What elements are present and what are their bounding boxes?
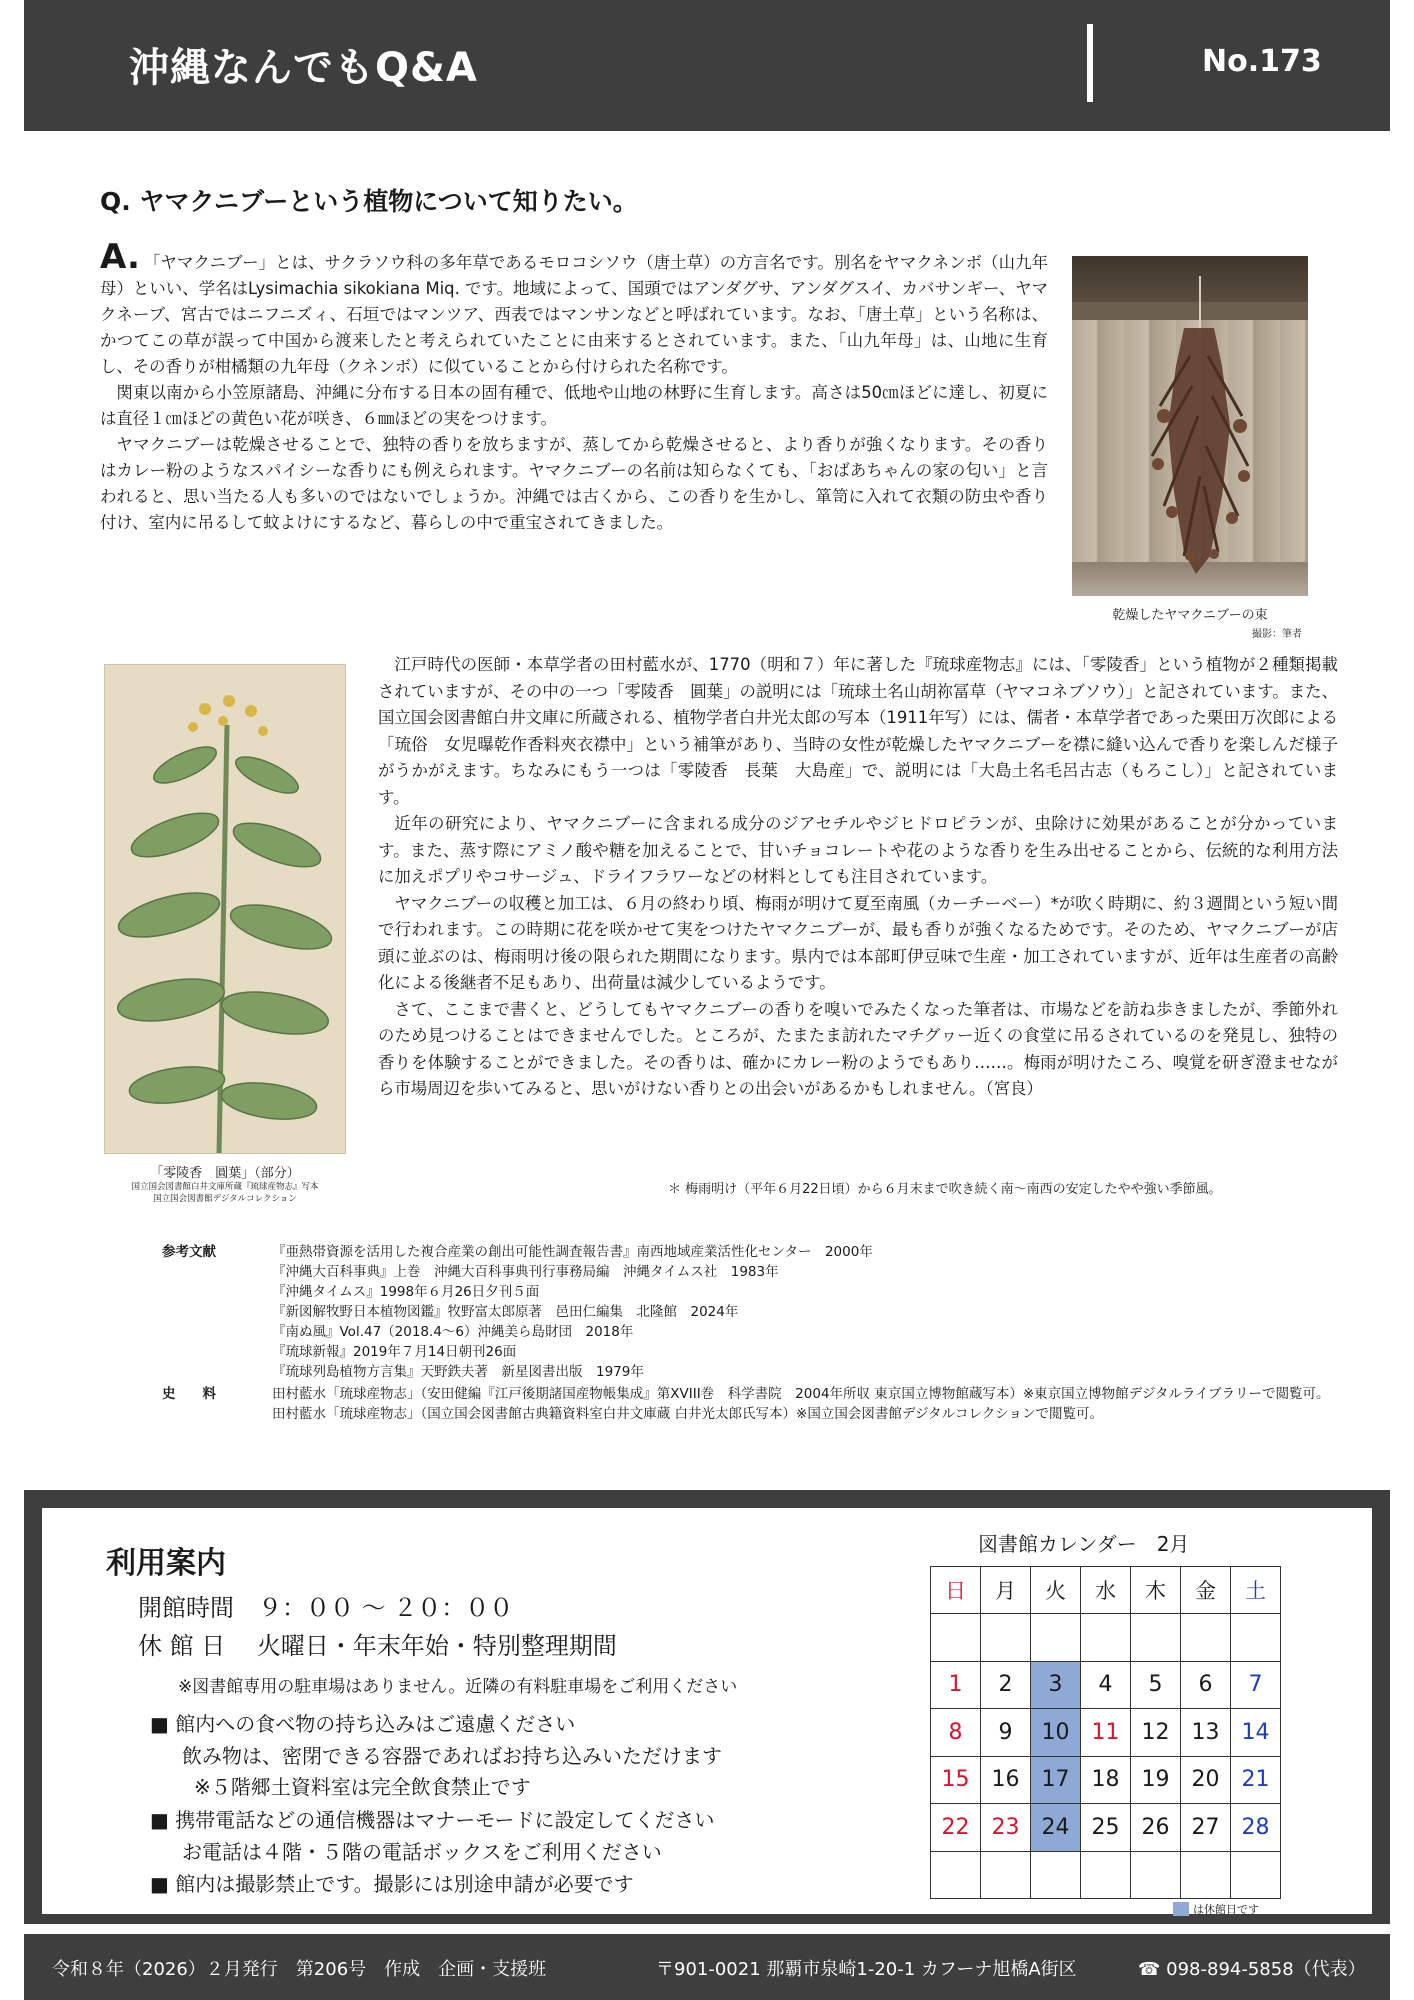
plant-source-line-1: 国立国会図書館白井文庫所蔵『琉球産物志』写本 xyxy=(131,1182,319,1192)
calendar-day: 2 xyxy=(981,1661,1031,1709)
calendar-day: 27 xyxy=(1181,1804,1231,1852)
calendar-day: 3 xyxy=(1031,1661,1081,1709)
calendar-day xyxy=(1231,1851,1281,1899)
historical-item: 田村藍水「琉球産物志」（安田健編『江戸後期諸国産物帳集成』第XVIII巻 科学書院 2004年所収 東京国立博物館蔵写本）※東京国立博物館デジタルライブラリーで閲覧可。 xyxy=(272,1386,1330,1402)
answer-paragraph-3: ヤマクニブーは乾燥させることで、独特の香りを放ちますが、蒸してから乾燥させると、より香りが強くなります。その香りはカレー粉のようなスパイシーな香りにも例えられます。ヤマクニブーの名前は知らなくても、「おばあちゃんの家の匂い」と言われると、思い当たる人も多いのではないでしょうか。沖縄では古くから、この香りを生かし、箪笥に入れて衣類の防虫や香り付け、室内に吊るして蚊よけにするなど、暮らしの中で重宝されてきました。 xyxy=(100,435,1048,532)
legend-text: は休館日です xyxy=(1193,1903,1259,1916)
calendar-day xyxy=(1231,1614,1281,1662)
answer-paragraph-6: ヤマクニブーの収穫と加工は、６月の終わり頃、梅雨が明けて夏至南風（カーチーベー）*が吹く時期に、約３週間という短い間で行われます。この時期に花を咲かせて実をつけたヤマクニブーが、最も香りが強くなるためです。そのため、ヤマクニブーが店頭に並ぶのは、梅雨明け後の限られた期間になります。県内では本部町伊豆味で生産・加工されていますが、近年は生産者の高齢化による後継者不足もあり、出荷量は減少しているようです。 xyxy=(378,893,1338,992)
rule-food: ■ 館内への食べ物の持ち込みはご遠慮ください xyxy=(150,1712,576,1736)
reference-item: 『新図解牧野日本植物図鑑』牧野富太郎原著 邑田仁編集 北隆館 2024年 xyxy=(272,1304,739,1320)
calendar-day: 10 xyxy=(1031,1709,1081,1757)
footer-bar xyxy=(24,1934,1390,2000)
weekday-header: 火 xyxy=(1031,1567,1081,1614)
footer-phone: ☎ 098-894-5858（代表） xyxy=(1138,1959,1366,1980)
calendar-day: 24 xyxy=(1031,1804,1081,1852)
historical-list xyxy=(272,1384,1332,1424)
calendar-day xyxy=(981,1851,1031,1899)
rule-phone-booth: お電話は４階・５階の電話ボックスをご利用ください xyxy=(182,1840,662,1864)
closed-days: 休 館 日 火曜日・年末年始・特別整理期間 xyxy=(138,1632,617,1660)
weekday-header: 水 xyxy=(1081,1567,1131,1614)
calendar-day xyxy=(1181,1614,1231,1662)
references-list xyxy=(272,1242,1332,1382)
calendar-week xyxy=(931,1661,1281,1709)
historical-label: 史 料 xyxy=(162,1386,216,1402)
rule-photography: ■ 館内は撮影禁止です。撮影には別途申請が必要です xyxy=(150,1872,634,1896)
calendar-day: 16 xyxy=(981,1756,1031,1804)
botanical-illustration xyxy=(104,664,346,1154)
calendar-day: 5 xyxy=(1131,1661,1181,1709)
calendar-week xyxy=(931,1851,1281,1899)
calendar-day xyxy=(1031,1851,1081,1899)
calendar-day: 22 xyxy=(931,1804,981,1852)
footer-address: 〒901-0021 那覇市泉崎1-20-1 カフーナ旭橋A街区 xyxy=(656,1959,1077,1980)
rule-phone: ■ 携帯電話などの通信機器はマナーモードに設定してください xyxy=(150,1808,715,1832)
calendar-day: 15 xyxy=(931,1756,981,1804)
calendar-day xyxy=(931,1614,981,1662)
answer-paragraph-1 xyxy=(100,237,1048,380)
calendar-day: 13 xyxy=(1181,1709,1231,1757)
closed-day-swatch xyxy=(1173,1902,1189,1916)
answer-paragraph-5: 近年の研究により、ヤマクニブーに含まれる成分のジアセチルやジヒドロピランが、虫除けに効果があることが分かっています。また、蒸す際にアミノ酸や糖を加えることで、甘いチョコレートや花のような香りを生み出せることから、伝統的な利用方法に加えポプリやコサージュ、ドライフラワーなどの材料としても注目されています。 xyxy=(378,814,1338,886)
references-label: 参考文献 xyxy=(162,1244,216,1260)
newsletter-title: 沖縄なんでもQ&A xyxy=(129,45,478,91)
calendar-day xyxy=(1131,1614,1181,1662)
issue-number: No.173 xyxy=(1202,44,1322,79)
calendar-legend xyxy=(1173,1901,1259,1917)
herb-bundle-drawing xyxy=(1072,256,1308,596)
calendar-day xyxy=(1131,1851,1181,1899)
weekday-header: 金 xyxy=(1181,1567,1231,1614)
answer-body-continued xyxy=(378,652,1338,1103)
answer-paragraph-7: さて、ここまで書くと、どうしてもヤマクニブーの香りを嗅いでみたくなった筆者は、市場などを訪ね歩きましたが、季節外れのため見つけることはできませんでした。ところが、たまたま訪れたマチグヮー近くの食堂に吊るされているのを発見し、独特の香りを体験することができました。その香りは、確かにカレー粉のようでもあり……。梅雨が明けたころ、嗅覚を研ぎ澄ませながら市場周辺を歩いてみると、思いがけない香りとの出会いがあるかもしれません。（宮良） xyxy=(378,999,1338,1098)
calendar-day xyxy=(1031,1614,1081,1662)
calendar-day: 9 xyxy=(981,1709,1031,1757)
header-bar xyxy=(24,0,1390,131)
reference-item: 『琉球列島植物方言集』天野鉄夫著 新星図書出版 1979年 xyxy=(272,1364,644,1380)
dried-herb-photo xyxy=(1072,256,1308,596)
answer-paragraph-4: 江戸時代の医師・本草学者の田村藍水が、1770（明和７）年に著した『琉球産物志』には、「零陵香」という植物が２種類掲載されていますが、その中の一つ「零陵香 圓葉」の説明には「琉球土名山胡祢冨草（ヤマコネブソウ）」と記されています。また、国立国会図書館白井文庫に所蔵される、植物学者白井光太郎の写本（1911年写）には、儒者・本草学者であった栗田万次郎による「琉俗 女児曝乾作香料夾衣襟中」という補筆があり、当時の女性が乾燥したヤマクニブーを襟に縫い込んで香りを楽しんだ様子がうかがえます。ちなみにもう一つは「零陵香 長葉 大島産」で、説明には「大島土名毛呂古志（もろこし）」と記されています。 xyxy=(378,655,1339,807)
calendar-day: 26 xyxy=(1131,1804,1181,1852)
parking-note: ※図書館専用の駐車場はありません。近隣の有料駐車場をご利用ください xyxy=(178,1677,738,1697)
reference-item: 『亜熱帯資源を活用した複合産業の創出可能性調査報告書』南西地域産業活性化センター 2000年 xyxy=(272,1244,873,1260)
calendar-day: 4 xyxy=(1081,1661,1131,1709)
question-heading: Q. ヤマクニブーという植物について知りたい。 xyxy=(100,187,638,216)
calendar-day: 28 xyxy=(1231,1804,1281,1852)
calendar-title: 図書館カレンダー 2月 xyxy=(978,1532,1190,1556)
library-calendar xyxy=(930,1566,1281,1899)
calendar-day xyxy=(931,1851,981,1899)
plant-source-line-2: 国立国会図書館デジタルコレクション xyxy=(153,1194,297,1204)
rule-food-floor5: ※５階郷土資料室は完全飲食禁止です xyxy=(194,1775,531,1799)
info-heading: 利用案内 xyxy=(106,1546,226,1581)
calendar-day: 8 xyxy=(931,1709,981,1757)
calendar-day xyxy=(1181,1851,1231,1899)
weekday-header: 木 xyxy=(1131,1567,1181,1614)
rule-food-drinks: 飲み物は、密閉できる容器であればお持ち込みいただけます xyxy=(182,1744,722,1768)
answer-label: A. xyxy=(100,237,140,277)
calendar-day: 7 xyxy=(1231,1661,1281,1709)
calendar-day: 17 xyxy=(1031,1756,1081,1804)
calendar-week xyxy=(931,1756,1281,1804)
calendar-week xyxy=(931,1804,1281,1852)
historical-item: 田村藍水「琉球産物志」（国立国会図書館古典籍資料室白井文庫蔵 白井光太郎氏写本）※国立国会図書館デジタルコレクションで閲覧可。 xyxy=(272,1406,1104,1422)
plant-drawing xyxy=(105,665,346,1154)
calendar-day xyxy=(1081,1851,1131,1899)
answer-text-1: 「ヤマクニブー」とは、サクラソウ科の多年草であるモロコシソウ（唐土草）の方言名です。別名をヤマクネンボ（山九年母）といい、学名はLysimachia sikokiana Miq. です。地域によって、国頭ではアンダグサ、アンダグスイ、カバサンギー、ヤマクネーブ、宮古ではニフニズィ、石垣ではマンツア、西表ではマンサンなどと呼ばれています。なお、「唐土草」という名称は、かつてこの草が誤って中国から渡来したと考えられていたことに由来するとされています。また、「山九年母」は、山地に生育し、その香りが柑橘類の九年母（クネンボ）に似ていることから付けられた名称です。 xyxy=(100,253,1048,376)
plant-caption: 「零陵香 圓葉」（部分） xyxy=(150,1166,300,1181)
photo-credit: 撮影：筆者 xyxy=(1252,629,1302,640)
calendar-day: 20 xyxy=(1181,1756,1231,1804)
opening-hours: 開館時間 ９：００ ～ ２０：００ xyxy=(138,1594,514,1622)
calendar-week xyxy=(931,1614,1281,1662)
reference-item: 『沖縄タイムス』1998年６月26日夕刊５面 xyxy=(272,1284,540,1300)
weekday-header: 月 xyxy=(981,1567,1031,1614)
calendar-day: 11 xyxy=(1081,1709,1131,1757)
calendar-day: 6 xyxy=(1181,1661,1231,1709)
plant-source xyxy=(100,1181,350,1205)
footer-issue: 令和８年（2026）２月発行 第206号 作成 企画・支援班 xyxy=(52,1959,547,1980)
calendar-day: 19 xyxy=(1131,1756,1181,1804)
reference-item: 『琉球新報』2019年７月14日朝刊26面 xyxy=(272,1344,517,1360)
photo-caption: 乾燥したヤマクニブーの束 xyxy=(1112,608,1268,623)
calendar-day: 25 xyxy=(1081,1804,1131,1852)
calendar-day xyxy=(981,1614,1031,1662)
calendar-day xyxy=(1081,1614,1131,1662)
calendar-day: 1 xyxy=(931,1661,981,1709)
calendar-day: 21 xyxy=(1231,1756,1281,1804)
answer-body xyxy=(100,237,1048,536)
calendar-day: 14 xyxy=(1231,1709,1281,1757)
footnote: ＊ 梅雨明け（平年６月22日頃）から６月末まで吹き続く南～南西の安定したやや強い季節風。 xyxy=(668,1182,1222,1197)
answer-paragraph-2: 関東以南から小笠原諸島、沖縄に分布する日本の固有種で、低地や山地の林野に生育します。高さは50㎝ほどに達し、初夏には直径１㎝ほどの黄色い花が咲き、６㎜ほどの実をつけます。 xyxy=(100,383,1048,428)
calendar-day: 23 xyxy=(981,1804,1031,1852)
header-divider xyxy=(1087,24,1093,102)
calendar-week xyxy=(931,1709,1281,1757)
references-section xyxy=(162,1242,1332,1424)
weekday-header: 土 xyxy=(1231,1567,1281,1614)
calendar-day: 18 xyxy=(1081,1756,1131,1804)
reference-item: 『沖縄大百科事典』上巻 沖縄大百科事典刊行事務局編 沖縄タイムス社 1983年 xyxy=(272,1264,779,1280)
weekday-header: 日 xyxy=(931,1567,981,1614)
reference-item: 『南ぬ風』Vol.47（2018.4～6）沖縄美ら島財団 2018年 xyxy=(272,1324,634,1340)
calendar-day: 12 xyxy=(1131,1709,1181,1757)
